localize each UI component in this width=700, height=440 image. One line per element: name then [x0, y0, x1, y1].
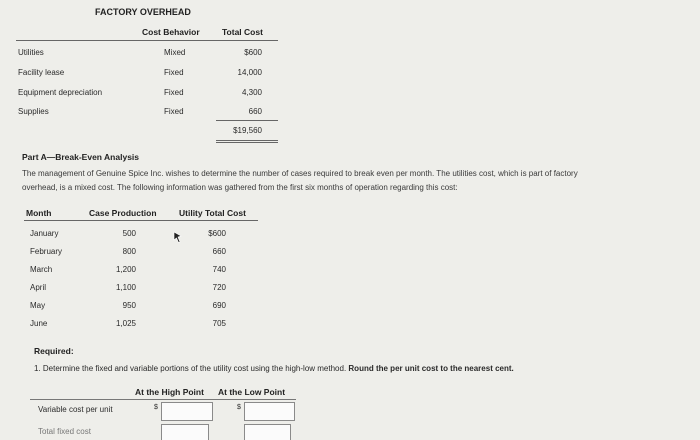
overhead-row-cost: 660 — [248, 107, 262, 116]
col-month: Month — [26, 208, 52, 218]
col-case-production: Case Production — [89, 208, 157, 218]
cases-cell: 950 — [122, 301, 136, 310]
low-point-variable-input[interactable] — [244, 402, 295, 421]
utility-cost-cell: 660 — [212, 247, 226, 256]
question-1-text: 1. Determine the fixed and variable portions of the utility cost using the high-low method. — [34, 364, 347, 373]
col-cost-behavior: Cost Behavior — [142, 27, 200, 37]
overhead-total: $19,560 — [233, 126, 262, 135]
header-rule — [16, 40, 278, 41]
total-double-rule-1 — [216, 140, 278, 141]
overhead-row-behavior: Fixed — [164, 88, 184, 97]
month-cell: February — [30, 247, 63, 256]
low-currency: $ — [237, 404, 241, 411]
overhead-row-name: Utilities — [18, 48, 44, 57]
col-high-point: At the High Point — [135, 387, 204, 397]
utility-cost-cell: 690 — [212, 301, 226, 310]
overhead-row-cost: 4,300 — [241, 88, 262, 97]
utility-cost-cell: 740 — [212, 265, 226, 274]
part-a-paragraph-line1: The management of Genuine Spice Inc. wishes to determine the number of cases required to break even per month. The utilities cost, which is part of factory — [22, 169, 578, 178]
overhead-row-name: Equipment depreciation — [18, 88, 103, 97]
month-cell: June — [30, 319, 48, 328]
question-1 — [34, 364, 514, 373]
utility-cost-cell: 705 — [212, 319, 226, 328]
question-1-instruction: Round the per unit cost to the nearest cent. — [348, 364, 514, 373]
total-double-rule-2 — [216, 142, 278, 143]
month-cell: April — [30, 283, 47, 292]
cases-cell: 1,025 — [115, 319, 136, 328]
overhead-row-name: Supplies — [18, 107, 49, 116]
overhead-row-cost: 14,000 — [237, 68, 262, 77]
col-low-point: At the Low Point — [218, 387, 286, 397]
high-point-fixed-input[interactable] — [161, 424, 209, 440]
answer-header-rule — [30, 399, 296, 400]
cases-cell: 1,200 — [115, 265, 136, 274]
variable-cost-label: Variable cost per unit — [38, 405, 113, 414]
col-total-cost: Total Cost — [222, 27, 263, 37]
cases-cell: 1,100 — [115, 283, 136, 292]
required-label: Required: — [34, 346, 74, 356]
overhead-row-name: Facility lease — [18, 68, 65, 77]
overhead-row-behavior: Fixed — [164, 68, 184, 77]
mouse-pointer-icon — [173, 231, 183, 243]
cases-cell: 800 — [122, 247, 136, 256]
low-point-fixed-input[interactable] — [244, 424, 291, 440]
part-a-paragraph-line2: overhead, is a mixed cost. The following information was gathered from the first six months of operation regarding this cost: — [22, 183, 458, 192]
part-a-heading: Part A—Break-Even Analysis — [22, 152, 140, 162]
utility-cost-cell: $600 — [208, 229, 226, 238]
total-fixed-cost-label: Total fixed cost — [38, 427, 91, 436]
month-cell: March — [30, 265, 53, 274]
utility-cost-cell: 720 — [212, 283, 226, 292]
month-cell: January — [30, 229, 59, 238]
cases-cell: 500 — [122, 229, 136, 238]
col-utility-total-cost: Utility Total Cost — [179, 208, 246, 218]
high-currency: $ — [154, 404, 158, 411]
overhead-row-cost: $600 — [244, 48, 262, 57]
overhead-title: FACTORY OVERHEAD — [95, 7, 191, 17]
overhead-row-behavior: Fixed — [164, 107, 184, 116]
overhead-row-behavior: Mixed — [164, 48, 186, 57]
total-rule — [216, 120, 278, 121]
high-point-variable-input[interactable] — [161, 402, 213, 421]
month-cell: May — [30, 301, 46, 310]
monthly-header-rule — [24, 220, 258, 221]
